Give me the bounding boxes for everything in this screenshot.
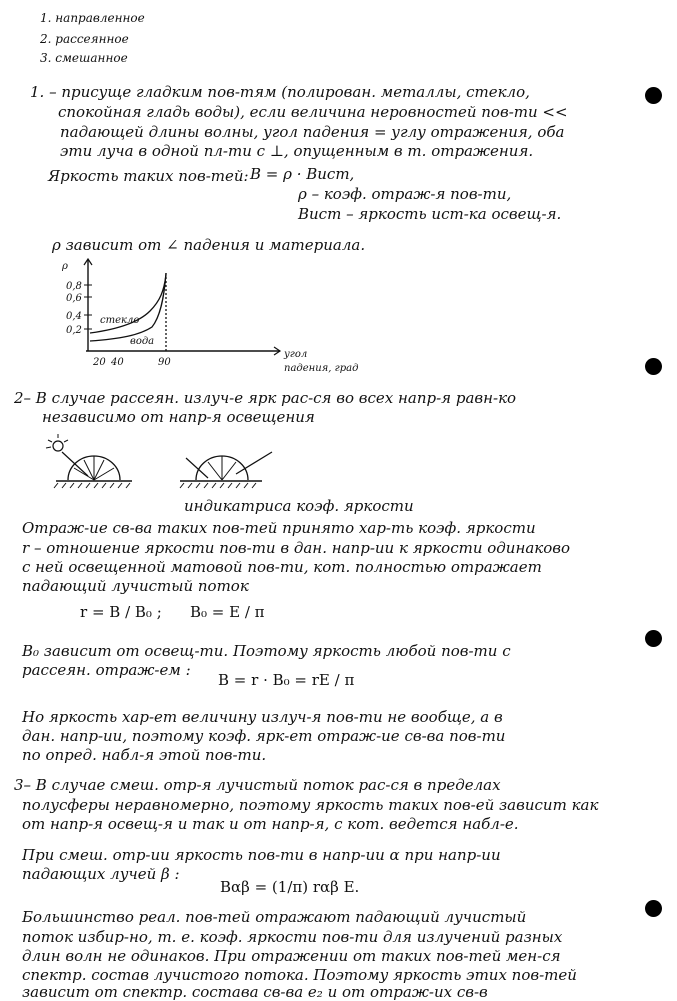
- graph-xtick: 90: [158, 357, 171, 368]
- rho-definition: ρ – коэф. отраж-я пов-ти,: [298, 185, 512, 203]
- section2-line: 2– В случае рассеян. излуч-е ярк рас-ся во всех напр-я равн-ко: [14, 389, 517, 407]
- section3-line: поток избир-но, т. е. коэф. яркости пов-ти для излучений разных: [22, 928, 563, 946]
- list-item: 1. направленное: [40, 11, 145, 25]
- graph-ytick: 0,8: [66, 281, 82, 292]
- section1-line: спокойная гладь воды), если величина неровностей пов-ти <<: [58, 103, 568, 121]
- formula-b: B = r · B₀ = rE / π: [218, 671, 355, 689]
- brightness-formula: B = ρ · Bист,: [250, 165, 355, 183]
- section2-line: r – отношение яркости пов-ти в дан. напр-ии к яркости одинаково: [22, 539, 571, 557]
- section1-line: эти луча в одной пл-ти с ⊥, опущенным в т. отражения.: [60, 142, 534, 160]
- section1-line: падающей длины волны, угол падения = углу отражения, оба: [60, 123, 565, 141]
- graph-xtick: 20: [93, 357, 106, 368]
- section2-line: независимо от напр-я освещения: [42, 408, 315, 426]
- bullet-dot: [645, 900, 662, 917]
- section2-line: дан. напр-ии, поэтому коэф. ярк-ет отраж-ие св-ва пов-ти: [22, 727, 506, 745]
- section3-line: падающих лучей β :: [22, 865, 180, 883]
- graph-xtick: 40: [111, 357, 124, 368]
- bullet-dot: [645, 630, 662, 647]
- graph-xlabel: падения, град: [284, 363, 359, 374]
- section3-line: от напр-я освещ-я и так и от напр-я, с кот. ведется набл-е.: [22, 815, 519, 833]
- formula-b0: B₀ = E / π: [190, 603, 265, 621]
- section3-line: длин волн не одинаков. При отражении от таких пов-тей мен-ся: [22, 947, 561, 965]
- section2-line: B₀ зависит от освещ-ти. Поэтому яркость любой пов-ти с: [22, 642, 511, 660]
- section2-line: Но яркость хар-ет величину излуч-я пов-ти не вообще, а в: [22, 708, 503, 726]
- bullet-dot: [645, 87, 662, 104]
- section2-line: по опред. набл-я этой пов-ти.: [22, 746, 267, 764]
- section3-line: При смеш. отр-ии яркость пов-ти в напр-ии α при напр-ии: [22, 846, 501, 864]
- brightness-intro: Яркость таких пов-тей:: [48, 167, 249, 185]
- section3-line: зависит от спектр. состава св-ва е₂ и от отраж-их св-в: [22, 983, 488, 1001]
- graph-ylabel: ρ: [62, 261, 68, 272]
- bist-definition: Bист – яркость ист-ка освещ-я.: [298, 205, 562, 223]
- formula-r: r = B / B₀ ;: [80, 603, 162, 621]
- section2-line: Отраж-ие св-ва таких пов-тей принято хар-ть коэф. яркости: [22, 519, 536, 537]
- section3-line: 3– В случае смеш. отр-я лучистый поток рас-ся в пределах: [14, 776, 501, 794]
- graph-curve-label: вода: [130, 336, 155, 347]
- list-item: 2. рассеянное: [40, 32, 129, 46]
- indicatrix-diagram: [40, 432, 280, 500]
- indicatrix-caption: индикатриса коэф. яркости: [184, 497, 414, 515]
- formula-bab: Bαβ = (1/π) rαβ E.: [220, 878, 360, 896]
- rho-depends: ρ зависит от ∠ падения и материала.: [52, 236, 366, 254]
- list-item: 3. смешанное: [40, 51, 128, 65]
- graph-xlabel: угол: [284, 349, 308, 360]
- graph-ytick: 0,6: [66, 293, 82, 304]
- section2-line: падающий лучистый поток: [22, 577, 249, 595]
- graph-ytick: 0,4: [66, 311, 82, 322]
- section1-line: 1. – присуще гладким пов-тям (полирован. металлы, стекло,: [30, 83, 530, 101]
- section3-line: спектр. состав лучистого потока. Поэтому яркость этих пов-тей: [22, 966, 577, 984]
- section2-line: рассеян. отраж-ем :: [22, 661, 191, 679]
- graph-ytick: 0,2: [66, 325, 82, 336]
- section3-line: Большинство реал. пов-тей отражают падающий лучистый: [22, 908, 527, 926]
- section2-line: с ней освещенной матовой пов-ти, кот. полностью отражает: [22, 558, 542, 576]
- graph-curve-label: стекло: [100, 315, 140, 326]
- bullet-dot: [645, 358, 662, 375]
- section3-line: полусферы неравномерно, поэтому яркость таких пов-ей зависит как: [22, 796, 599, 814]
